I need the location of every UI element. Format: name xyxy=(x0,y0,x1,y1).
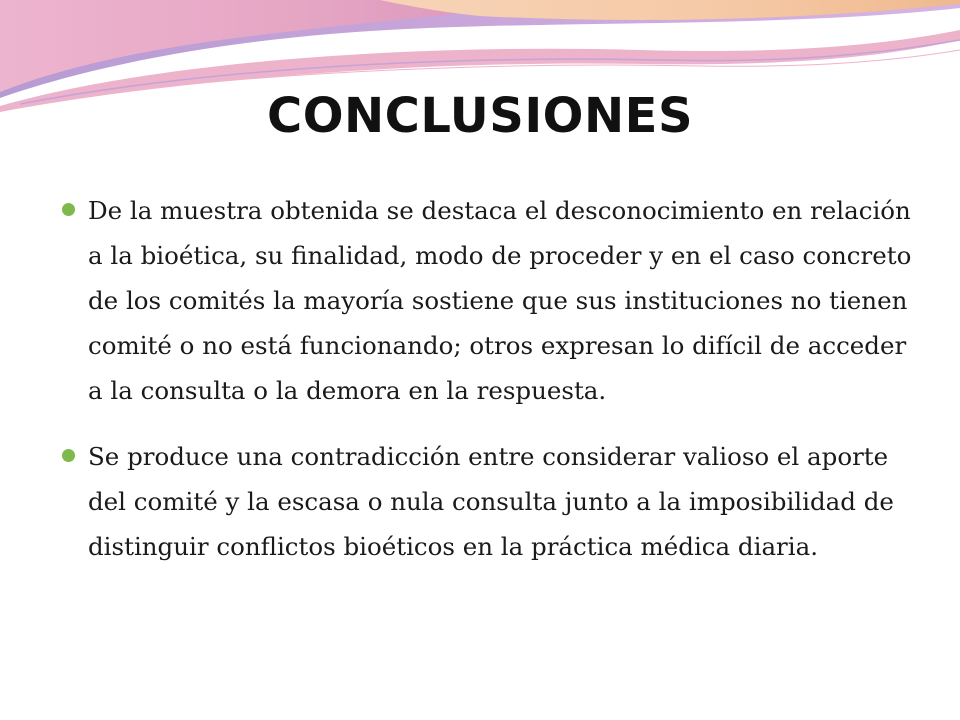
bullet-list xyxy=(58,188,918,569)
slide-title: CONCLUSIONES xyxy=(266,88,694,144)
bullet-item xyxy=(58,434,918,569)
green-dot-icon xyxy=(62,449,75,462)
bullet-text: De la muestra obtenida se destaca el desconocimiento en relación a la bioética, su finalidad, modo de proceder y en el caso concreto de los comités la mayoría sostiene que sus instituciones no tienen comité o no está funcionando; otros expresan lo difícil de acceder a la consulta o la demora en la respuesta. xyxy=(88,196,912,405)
green-dot-icon xyxy=(62,203,75,216)
bullet-item xyxy=(58,188,918,413)
bullet-text: Se produce una contradicción entre considerar valioso el aporte del comité y la escasa o nula consulta junto a la imposibilidad de distinguir conflictos bioéticos en la práctica médica diaria. xyxy=(88,442,894,561)
